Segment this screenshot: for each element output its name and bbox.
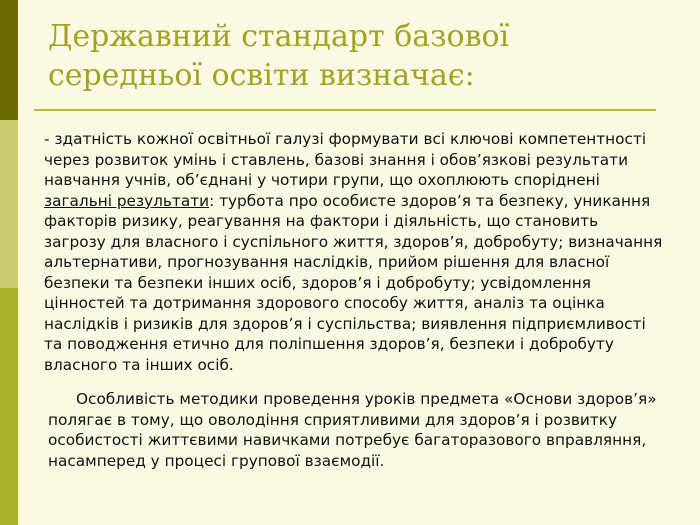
paragraph-1-text-end: : турбота про особисте здоров’я та безпеку, уникання факторів ризику, реагування на фактори і діяльність, що становить загрозу для власного і суспільного життя, здоров’я, добробуту; визначання альтернативи, прогнозування наслідків, прийом рішення для власної безпеки та безпеки інших осіб, здоров’я і добробуту; усвідомлення цінностей та дотримання здорового способу життя, аналіз та оцінка наслідків і ризиків для здоров’я і суспільства; виявлення підприємливості та поводження етично для поліпшення здоров’я, безпеки і добробуту власного та інших осіб. — [44, 191, 663, 374]
body-paragraph-1 — [44, 129, 664, 375]
slide-title: Державний стандарт базової середньої освіти визначає: — [48, 19, 510, 93]
underlined-term: загальні результати — [44, 191, 210, 210]
title-divider — [34, 109, 656, 111]
sidebar-dark-segment — [0, 0, 18, 120]
paragraph-1-text-start: - здатність кожної освітньої галузі формувати всі ключові компетентності через розвиток умінь і ставлень, базові знання і обов’язкові результати навчання учнів, об’єднані у чотири групи, що охоплюють споріднені — [44, 130, 647, 189]
sidebar-olive-segment — [0, 288, 18, 525]
sidebar-light-segment — [0, 120, 18, 288]
body-paragraph-2: Особливість методики проведення уроків предмета «Основи здоров’я» полягає в тому, що оволодіння сприятливими для здоров’я і розвитку особистості життєвими навичками потребує багаторазового вправляння, насамперед у процесі групової взаємодії. — [48, 390, 657, 470]
